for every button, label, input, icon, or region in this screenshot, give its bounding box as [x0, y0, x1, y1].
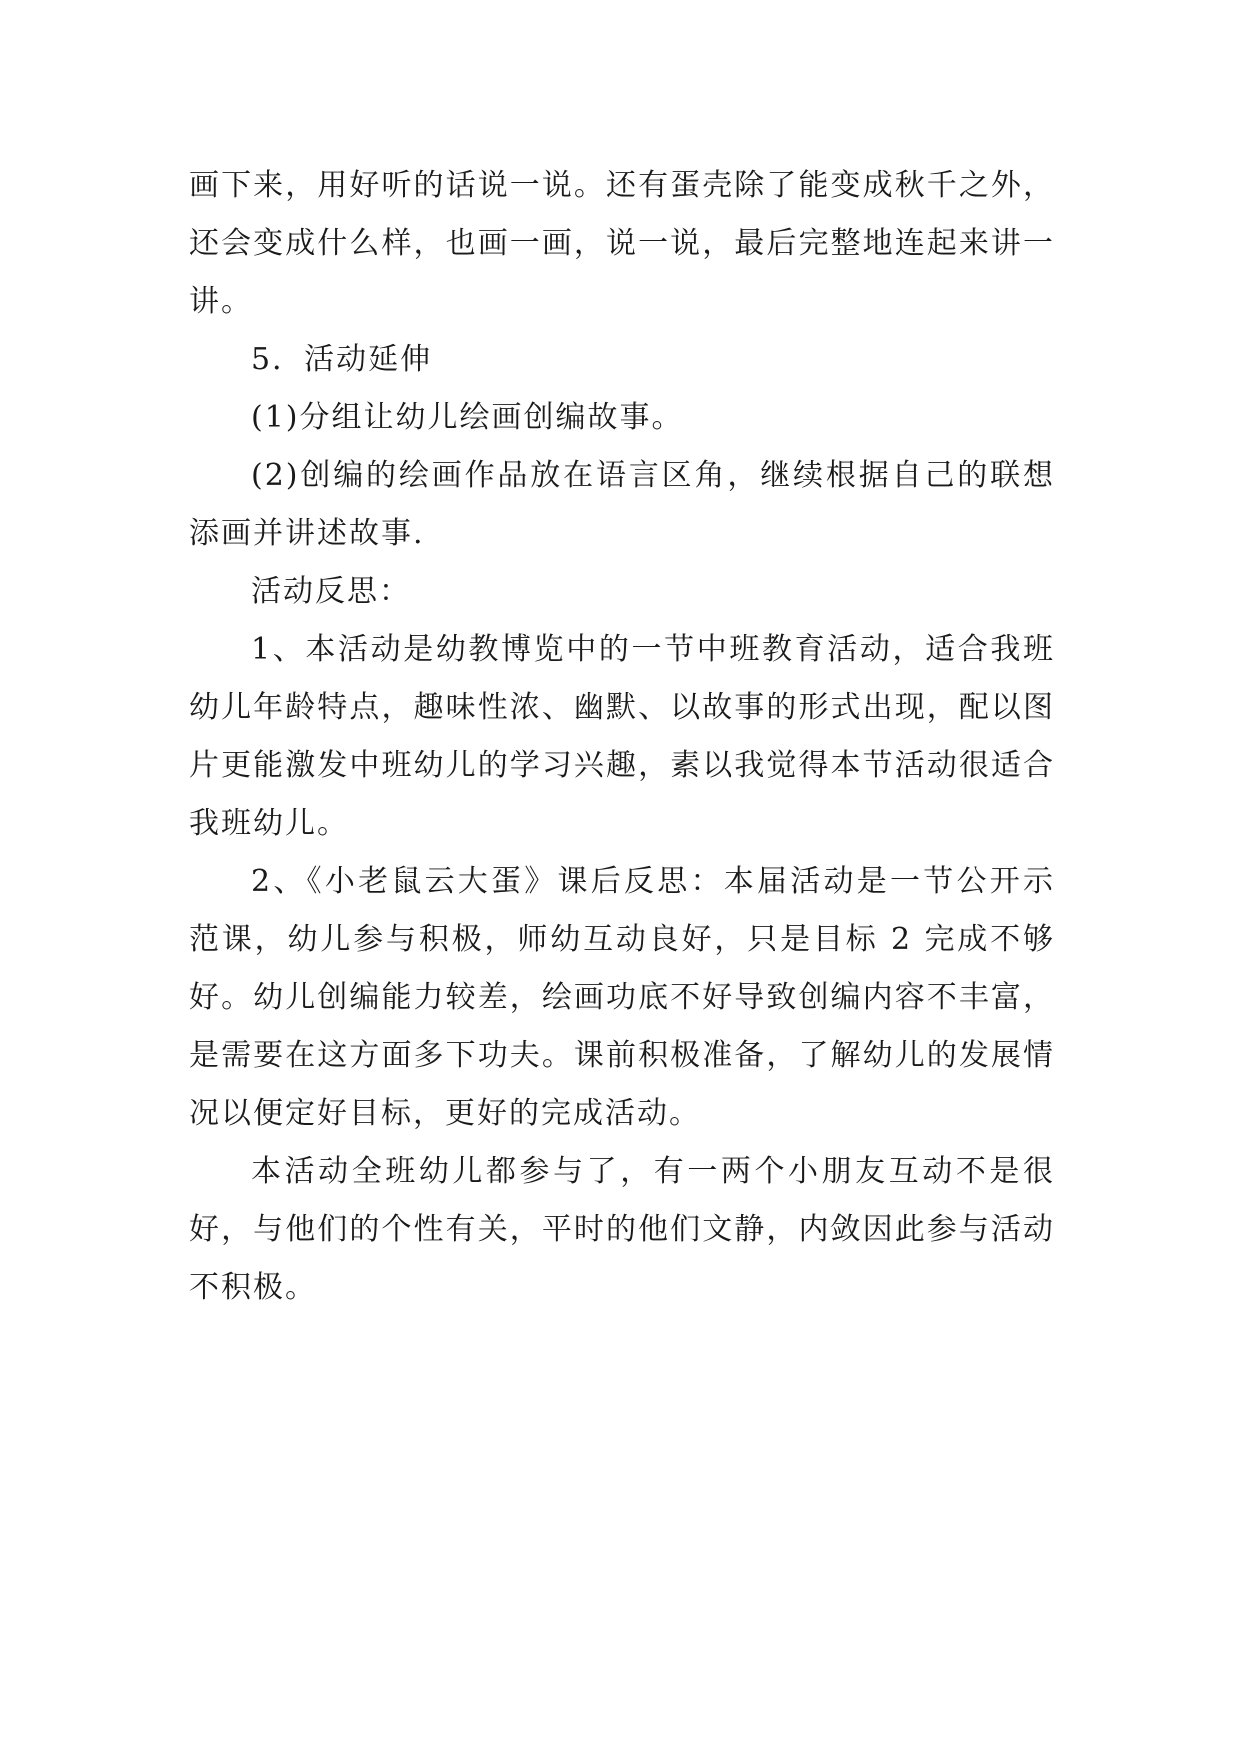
reflection-paragraph-3: 本活动全班幼儿都参与了，有一两个小朋友互动不是很好，与他们的个性有关，平时的他们文静，内敛因此参与活动不积极。: [189, 1154, 1055, 1305]
section-heading-reflection: 活动反思：: [251, 574, 411, 609]
document-body: [189, 157, 1055, 1317]
paragraph-continuation: 画下来，用好听的话说一说。还有蛋壳除了能变成秋千之外，还会变成什么样，也画一画，说一说，最后完整地连起来讲一讲。: [189, 168, 1055, 319]
reflection-paragraph-1: 1、本活动是幼教博览中的一节中班教育活动，适合我班幼儿年龄特点，趣味性浓、幽默、以故事的形式出现，配以图片更能激发中班幼儿的学习兴趣，素以我觉得本节活动很适合我班幼儿。: [189, 632, 1055, 841]
list-item-2: (2)创编的绘画作品放在语言区角，继续根据自己的联想添画并讲述故事.: [189, 458, 1055, 551]
list-item-1: (1)分组让幼儿绘画创编故事。: [251, 400, 684, 435]
reflection-paragraph-2: 2、《小老鼠云大蛋》课后反思：本届活动是一节公开示范课，幼儿参与积极，师幼互动良好，只是目标 2 完成不够好。幼儿创编能力较差，绘画功底不好导致创编内容不丰富，是需要在这方面多下功夫。课前积极准备，了解幼儿的发展情况以便定好目标，更好的完成活动。: [189, 864, 1055, 1131]
section-heading-extension: 5．活动延伸: [251, 342, 433, 377]
